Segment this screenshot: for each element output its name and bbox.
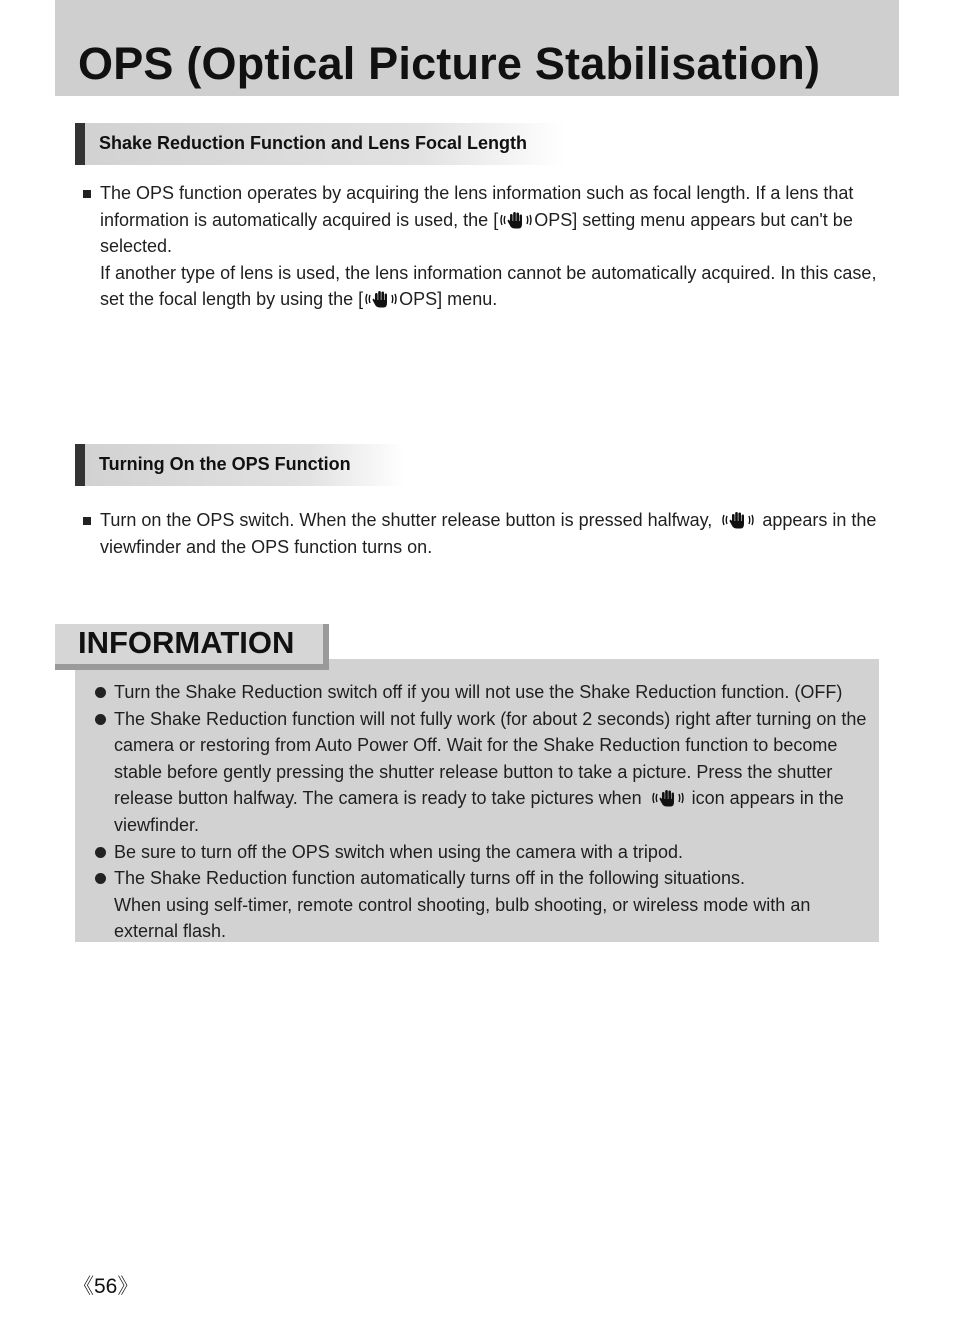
list-item: The Shake Reduction function will not fully work (for about 2 seconds) right after turning on the camera or restoring from Auto Power Off. Wait for the Shake Reduction function to become stable before gently pressing the shutter release button to take a picture. Press the shutter release button halfway. The camera is ready to take pictures when icon appears in the viewfinder.	[114, 706, 874, 839]
list-item: Turn the Shake Reduction switch off if you will not use the Shake Reduction function. (OFF)	[114, 679, 874, 706]
page-number: 《56》	[73, 1275, 139, 1298]
list-item: Be sure to turn off the OPS switch when using the camera with a tripod.	[114, 839, 874, 866]
shake-reduction-hand-icon	[500, 211, 532, 229]
bullet-dot-icon	[95, 687, 106, 698]
section-heading-turning-on-ops	[75, 444, 405, 486]
section-heading-text: Shake Reduction Function and Lens Focal Length	[99, 133, 528, 153]
information-tab	[55, 624, 329, 670]
bullet-dot-icon	[95, 847, 106, 858]
title-bar	[55, 0, 899, 96]
turn-on-paragraph	[100, 507, 880, 560]
information-label: INFORMATION	[78, 625, 295, 660]
shake-reduction-hand-icon	[652, 789, 684, 807]
turn-on-text: Turn on the OPS switch. When the shutter release button is pressed halfway, appears in the viewfinder and the OPS function turns on.	[100, 510, 877, 557]
shake-reduction-hand-icon	[722, 511, 754, 529]
bullet-dot-icon	[95, 714, 106, 725]
section-heading-lens-focal-length	[75, 123, 565, 165]
section-heading-text: Turning On the OPS Function	[99, 454, 351, 474]
information-list	[114, 679, 874, 945]
page-title: OPS (Optical Picture Stabilisation)	[78, 38, 821, 89]
list-item: The Shake Reduction function automatically turns off in the following situations. When using self-timer, remote control shooting, bulb shooting, or wireless mode with an external flash.	[114, 865, 874, 945]
square-bullet-icon	[83, 190, 91, 198]
square-bullet-icon	[83, 517, 91, 525]
shake-reduction-hand-icon	[365, 290, 397, 308]
lens-manual-text: If another type of lens is used, the lens information cannot be automatically acquired. In this case, set the focal length by using the [ OPS] menu.	[100, 262, 877, 310]
lens-info-paragraph	[100, 180, 880, 313]
lens-auto-text: The OPS function operates by acquiring the lens information such as focal length. If a lens that information is automatically acquired is used, the [ OPS] setting menu appears but can't be selected.	[100, 183, 854, 257]
